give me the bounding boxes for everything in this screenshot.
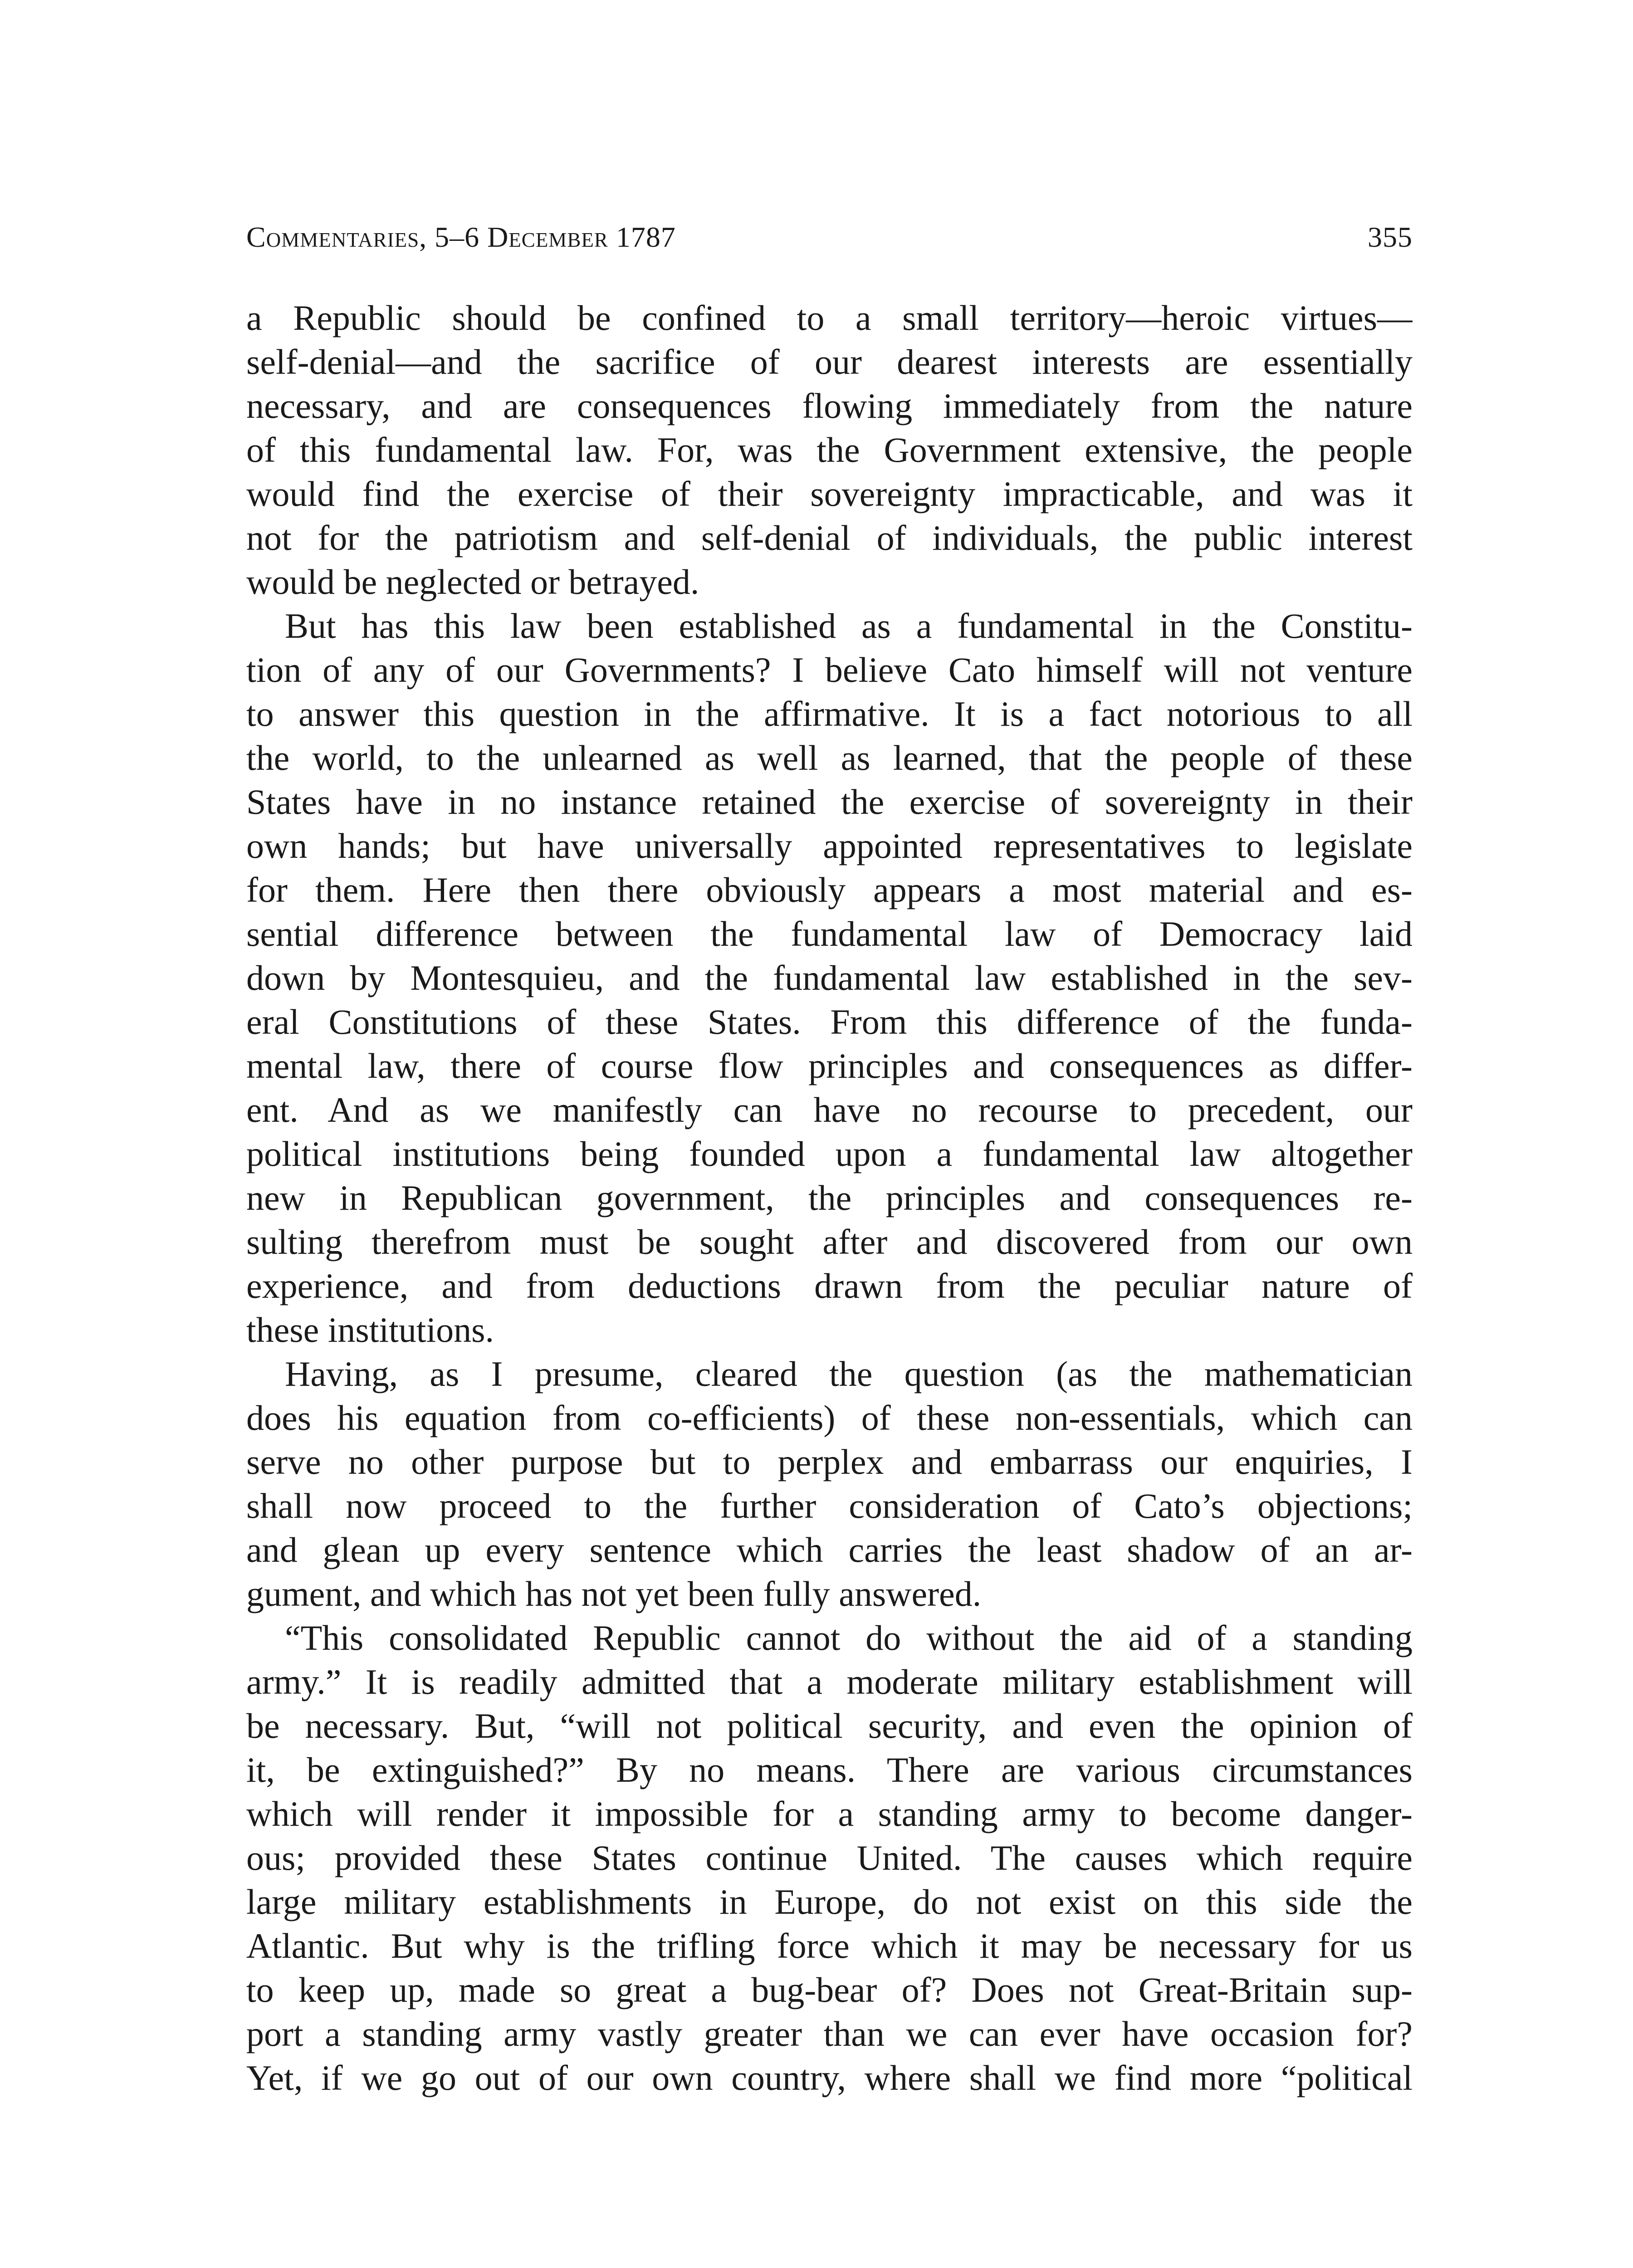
text-line: self-denial—and the sacrifice of our dearest interests are essentially [246, 342, 1413, 381]
text-line: ent. And as we manifestly can have no recourse to precedent, our [246, 1090, 1413, 1129]
page-number: 355 [1368, 221, 1413, 253]
text-line: not for the patriotism and self-denial of individuals, the public interest [246, 518, 1413, 557]
text-line: tion of any of our Governments? I believe Cato himself will not venture [246, 650, 1413, 689]
text-line: States have in no instance retained the exercise of sovereignty in their [246, 782, 1413, 821]
text-line: large military establishments in Europe, do not exist on this side the [246, 1882, 1413, 1921]
text-line: a Republic should be confined to a small territory—heroic virtues— [246, 298, 1413, 337]
running-head [246, 217, 1413, 258]
text-line: own hands; but have universally appointed representatives to legislate [246, 826, 1413, 865]
text-line: which will render it impossible for a standing army to become danger- [246, 1794, 1413, 1833]
text-line: serve no other purpose but to perplex and embarrass our enquiries, I [246, 1442, 1413, 1481]
text-line: it, be extinguished?” By no means. There are various circumstances [246, 1750, 1413, 1789]
text-line: does his equation from co-efficients) of these non-essentials, which can [246, 1398, 1413, 1437]
text-line: mental law, there of course flow principles and consequences as differ- [246, 1046, 1413, 1085]
text-line: gument, and which has not yet been fully answered. [246, 1574, 982, 1613]
text-line: would find the exercise of their sovereignty impracticable, and was it [246, 474, 1413, 513]
text-line: new in Republican government, the principles and consequences re- [246, 1178, 1413, 1217]
text-line: port a standing army vastly greater than we can ever have occasion for? [246, 2014, 1413, 2053]
text-line: of this fundamental law. For, was the Government extensive, the people [246, 430, 1413, 469]
text-line: be necessary. But, “will not political security, and even the opinion of [246, 1706, 1413, 1745]
text-line: down by Montesquieu, and the fundamental law established in the sev- [246, 958, 1413, 997]
text-line: these institutions. [246, 1310, 494, 1349]
text-line: and glean up every sentence which carries the least shadow of an ar- [246, 1530, 1413, 1569]
text-line: for them. Here then there obviously appears a most material and es- [246, 870, 1413, 909]
text-line: ous; provided these States continue United. The causes which require [246, 1838, 1413, 1877]
text-line: experience, and from deductions drawn from the peculiar nature of [246, 1266, 1413, 1305]
text-line: would be neglected or betrayed. [246, 562, 699, 601]
text-line: the world, to the unlearned as well as learned, that the people of these [246, 738, 1413, 777]
text-line: to keep up, made so great a bug-bear of? Does not Great-Britain sup- [246, 1970, 1413, 2009]
running-title: Commentaries, 5–6 December 1787 [246, 221, 676, 253]
text-line: Atlantic. But why is the trifling force which it may be necessary for us [246, 1926, 1413, 1965]
text-line: Having, as I presume, cleared the question (as the mathematician [285, 1354, 1413, 1393]
text-line: But has this law been established as a fundamental in the Constitu- [285, 606, 1413, 645]
text-line: political institutions being founded upon a fundamental law altogether [246, 1134, 1413, 1173]
text-line: sulting therefrom must be sought after and discovered from our own [246, 1222, 1413, 1261]
text-line: Yet, if we go out of our own country, where shall we find more “political [246, 2058, 1413, 2097]
body-text [246, 296, 1413, 2100]
text-line: to answer this question in the affirmative. It is a fact notorious to all [246, 694, 1413, 733]
text-line: sential difference between the fundamental law of Democracy laid [246, 914, 1413, 953]
text-line: shall now proceed to the further consideration of Cato’s objections; [246, 1486, 1413, 1525]
text-line: “This consolidated Republic cannot do without the aid of a standing [285, 1618, 1413, 1657]
text-line: eral Constitutions of these States. From this difference of the funda- [246, 1002, 1413, 1041]
text-line: necessary, and are consequences flowing immediately from the nature [246, 386, 1413, 425]
text-line: army.” It is readily admitted that a moderate military establishment will [246, 1662, 1413, 1701]
